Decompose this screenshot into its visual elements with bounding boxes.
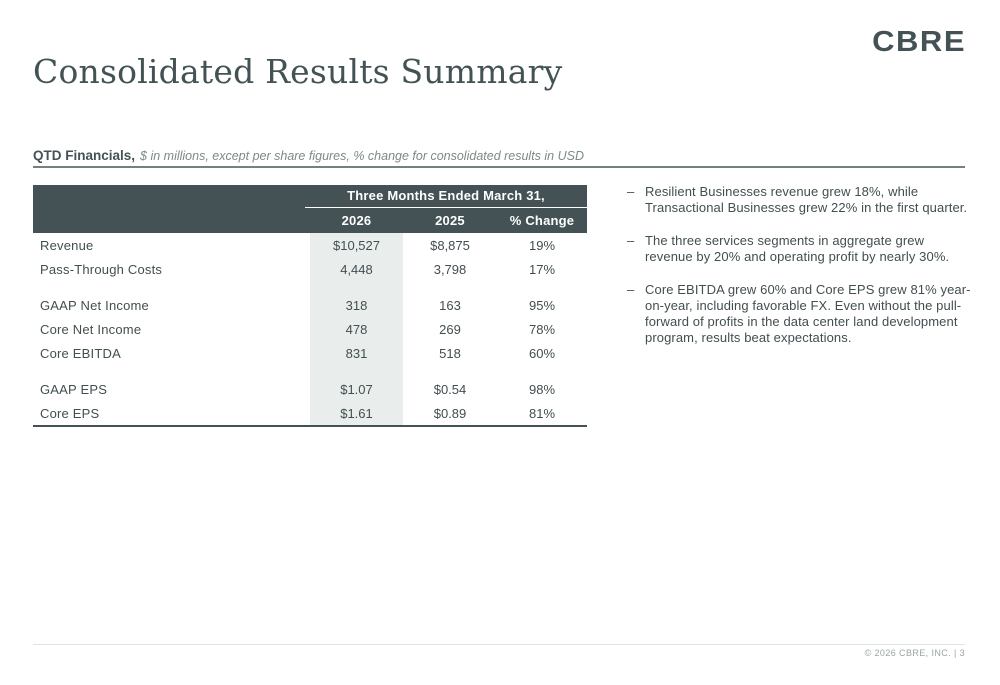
page-title: Consolidated Results Summary <box>33 52 563 91</box>
row-label: Revenue <box>40 237 94 253</box>
row-label: GAAP EPS <box>40 381 108 397</box>
table-row-revenue <box>33 233 587 257</box>
value-2025: 269 <box>439 321 461 337</box>
bullet-text: Resilient Businesses revenue grew 18%, while Transactional Businesses grew 22% in the first quarter. <box>645 184 968 215</box>
bullet-dash: – <box>627 233 635 248</box>
bullet-item <box>627 184 973 216</box>
table-row-core-net-income <box>33 317 587 341</box>
value-change: 19% <box>528 237 556 253</box>
value-change: 78% <box>528 321 556 337</box>
value-2025: $0.54 <box>433 381 467 397</box>
spacer-cell-highlight <box>310 365 403 377</box>
section-label: QTD Financials, <box>33 148 136 163</box>
value-2026: 831 <box>310 341 403 365</box>
section-note: $ in millions, except per share figures, % change for consolidated results in USD <box>140 149 585 163</box>
table-group-spacer <box>33 365 587 377</box>
table-header <box>33 185 587 233</box>
financials-table <box>33 185 587 427</box>
cbre-logo: CBRE <box>872 25 966 58</box>
section-divider <box>33 166 965 168</box>
value-2026: $10,527 <box>310 233 403 257</box>
spacer-cell-highlight <box>310 281 403 293</box>
table-body <box>33 233 587 427</box>
row-label: Core EPS <box>40 405 100 421</box>
value-2026: $1.61 <box>310 401 403 425</box>
row-label: Pass-Through Costs <box>40 261 163 277</box>
column-header-2026: 2026 <box>341 213 372 228</box>
value-change: 81% <box>528 405 556 421</box>
table-row-pass-through-costs <box>33 257 587 281</box>
table-row-gaap-eps <box>33 377 587 401</box>
row-label: Core EBITDA <box>40 345 121 361</box>
value-change: 95% <box>528 297 556 313</box>
bullet-item <box>627 233 973 265</box>
table-group-spacer <box>33 281 587 293</box>
value-2026: 478 <box>310 317 403 341</box>
value-change: 60% <box>528 345 556 361</box>
value-change: 17% <box>528 261 556 277</box>
table-row-core-ebitda <box>33 341 587 365</box>
value-2025: $0.89 <box>433 405 467 421</box>
bullet-dash: – <box>627 282 635 297</box>
column-header-change: % Change <box>509 213 575 228</box>
value-2025: 518 <box>439 345 461 361</box>
table-span-header: Three Months Ended March 31, <box>305 188 587 208</box>
value-2025: $8,875 <box>430 237 470 253</box>
value-2025: 163 <box>439 297 461 313</box>
table-span-header-row <box>33 185 587 208</box>
bullet-dash: – <box>627 184 635 199</box>
table-row-core-eps <box>33 401 587 425</box>
bullet-text: Core EBITDA grew 60% and Core EPS grew 81% year-on-year, including favorable FX. Even without the pull-forward of profits in the data center land development program, results beat expectations. <box>645 282 971 345</box>
value-change: 98% <box>528 381 556 397</box>
column-header-2025: 2025 <box>435 213 465 228</box>
value-2026: 4,448 <box>310 257 403 281</box>
value-2025: 3,798 <box>433 261 467 277</box>
section-header <box>33 147 584 165</box>
table-column-headers <box>33 208 587 233</box>
footer-page-info: © 2026 CBRE, INC. | 3 <box>864 648 965 658</box>
value-2026: 318 <box>310 293 403 317</box>
table-row-gaap-net-income <box>33 293 587 317</box>
bullet-item <box>627 282 973 346</box>
row-label: GAAP Net Income <box>40 297 149 313</box>
value-2026: $1.07 <box>310 377 403 401</box>
row-label: Core Net Income <box>40 321 142 337</box>
footer-divider <box>33 644 965 645</box>
bullet-text: The three services segments in aggregate grew revenue by 20% and operating profit by nearly 30%. <box>645 233 950 264</box>
commentary-list <box>627 184 973 363</box>
